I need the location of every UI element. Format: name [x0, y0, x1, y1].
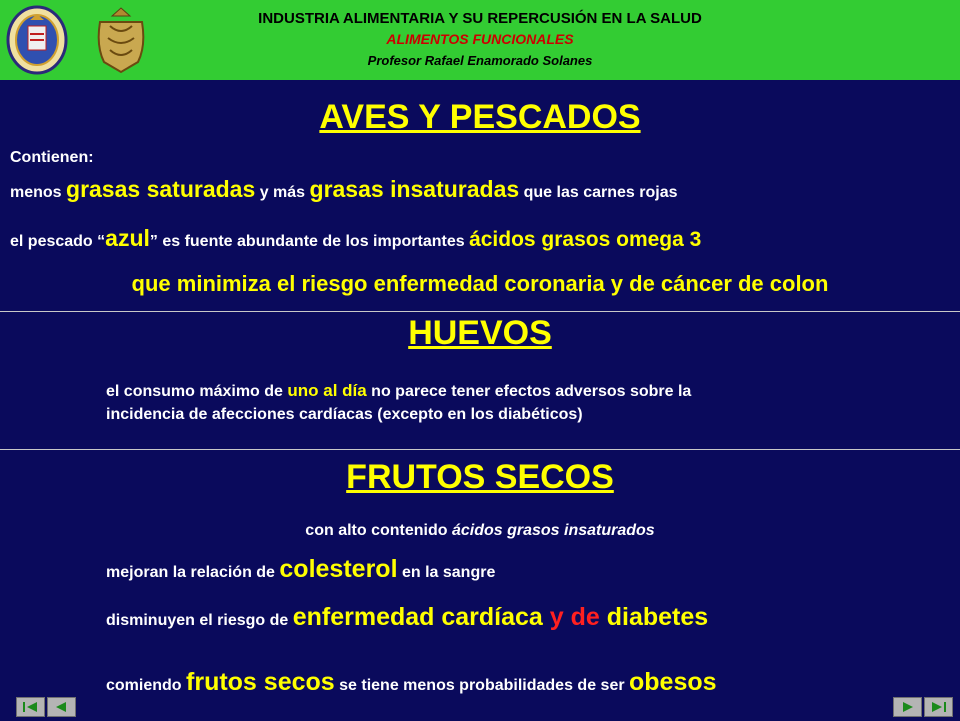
last-icon [925, 698, 952, 716]
frutos-subtitle: con alto contenido ácidos grasos insaturados [305, 522, 655, 539]
separator-1 [0, 311, 960, 312]
nav-last-button[interactable] [924, 697, 953, 717]
section-title-frutos: FRUTOS SECOS [346, 458, 614, 496]
nav-next-button[interactable] [893, 697, 922, 717]
nav-previous-button[interactable] [47, 697, 76, 717]
frutos-line-1: mejoran la relación de colesterol en la sangre [106, 555, 496, 583]
huevos-line-1: el consumo máximo de uno al día no parece tener efectos adversos sobre la [106, 381, 692, 400]
first-icon [17, 698, 44, 716]
separator-2 [0, 449, 960, 450]
professor-name: Profesor Rafael Enamorado Solanes [367, 53, 593, 68]
subject-title: ALIMENTOS FUNCIONALES [386, 31, 574, 47]
nav-first-button[interactable] [16, 697, 45, 717]
contienen-label: Contienen: [10, 149, 94, 166]
header-bar [0, 0, 960, 80]
aves-line-1: menos grasas saturadas y más grasas insaturadas que las carnes rojas [10, 176, 678, 202]
huevos-line-2: incidencia de afecciones cardíacas (excepto en los diabéticos) [106, 406, 583, 423]
next-icon [894, 698, 921, 716]
frutos-line-2: disminuyen el riesgo de enfermedad cardíaca y de diabetes [106, 603, 709, 631]
aves-line-2: el pescado “azul” es fuente abundante de los importantes ácidos grasos omega 3 [10, 225, 702, 251]
aves-line-3: que minimiza el riesgo enfermedad coronaria y de cáncer de colon [131, 271, 829, 296]
frutos-line-3: comiendo frutos secos se tiene menos probabilidades de ser obesos [106, 668, 717, 696]
previous-icon [48, 698, 75, 716]
section-title-aves: AVES Y PESCADOS [319, 98, 641, 136]
section-title-huevos: HUEVOS [408, 314, 552, 352]
course-title: INDUSTRIA ALIMENTARIA Y SU REPERCUSIÓN EN LA SALUD [258, 10, 702, 27]
